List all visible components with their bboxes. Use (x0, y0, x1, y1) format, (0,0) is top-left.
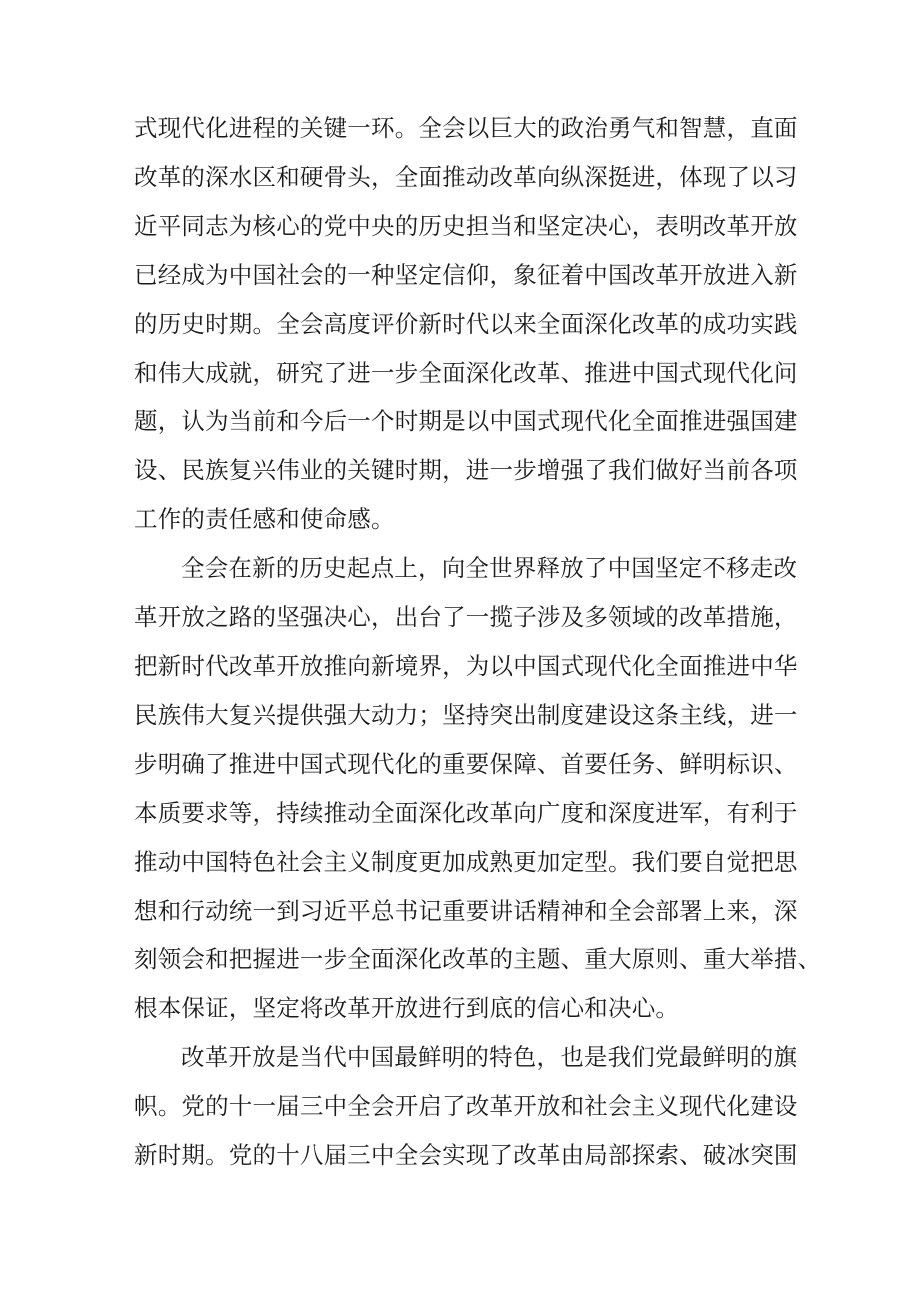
text-line: 推动中国特色社会主义制度更加成熟更加定型。我们要自觉把思 (134, 847, 798, 876)
text-line: 民族伟大复兴提供强大动力；坚持突出制度建设这条主线，进一 (134, 700, 798, 729)
text-line: 帜。党的十一届三中全会开启了改革开放和社会主义现代化建设 (134, 1092, 798, 1121)
text-line: 把新时代改革开放推向新境界，为以中国式现代化全面推进中华 (134, 651, 798, 680)
text-line: 式现代化进程的关键一环。全会以巨大的政治勇气和智慧，直面 (134, 114, 798, 142)
text-line-first: 全会在新的历史起点上，向全世界释放了中国坚定不移走改 (181, 554, 798, 583)
text-line: 题，认为当前和今后一个时期是以中国式现代化全面推进强国建 (134, 407, 798, 436)
text-line: 近平同志为核心的党中央的历史担当和坚定决心，表明改革开放 (134, 211, 798, 240)
paragraph-1 (134, 104, 798, 544)
text-line: 步明确了推进中国式现代化的重要保障、首要任务、鲜明标识、 (134, 749, 798, 778)
text-line: 的历史时期。全会高度评价新时代以来全面深化改革的成功实践 (134, 309, 798, 338)
paragraph-2 (134, 544, 822, 1033)
text-line: 已经成为中国社会的一种坚定信仰，象征着中国改革开放进入新 (134, 260, 798, 289)
text-line: 本质要求等，持续推动全面深化改革向广度和深度进军，有利于 (134, 798, 798, 827)
text-line: 设、民族复兴伟业的关键时期，进一步增强了我们做好当前各项 (134, 456, 798, 485)
text-line: 刻领会和把握进一步全面深化改革的主题、重大原则、重大举措、 (134, 945, 822, 974)
text-line: 想和行动统一到习近平总书记重要讲话精神和全会部署上来，深 (134, 896, 798, 925)
text-line: 新时期。党的十八届三中全会实现了改革由局部探索、破冰突围 (134, 1141, 798, 1170)
text-line-first: 改革开放是当代中国最鲜明的特色，也是我们党最鲜明的旗 (181, 1043, 798, 1072)
text-line: 工作的责任感和使命感。 (134, 505, 395, 534)
text-line: 根本保证，坚定将改革开放进行到底的信心和决心。 (134, 994, 680, 1023)
text-line: 改革的深水区和硬骨头，全面推动改革向纵深挺进，体现了以习 (134, 162, 798, 191)
text-line: 革开放之路的坚强决心，出台了一揽子涉及多领域的改革措施， (134, 603, 798, 632)
document-body (134, 104, 822, 1180)
paragraph-3 (134, 1033, 798, 1180)
text-line: 和伟大成就，研究了进一步全面深化改革、推进中国式现代化问 (134, 358, 798, 387)
